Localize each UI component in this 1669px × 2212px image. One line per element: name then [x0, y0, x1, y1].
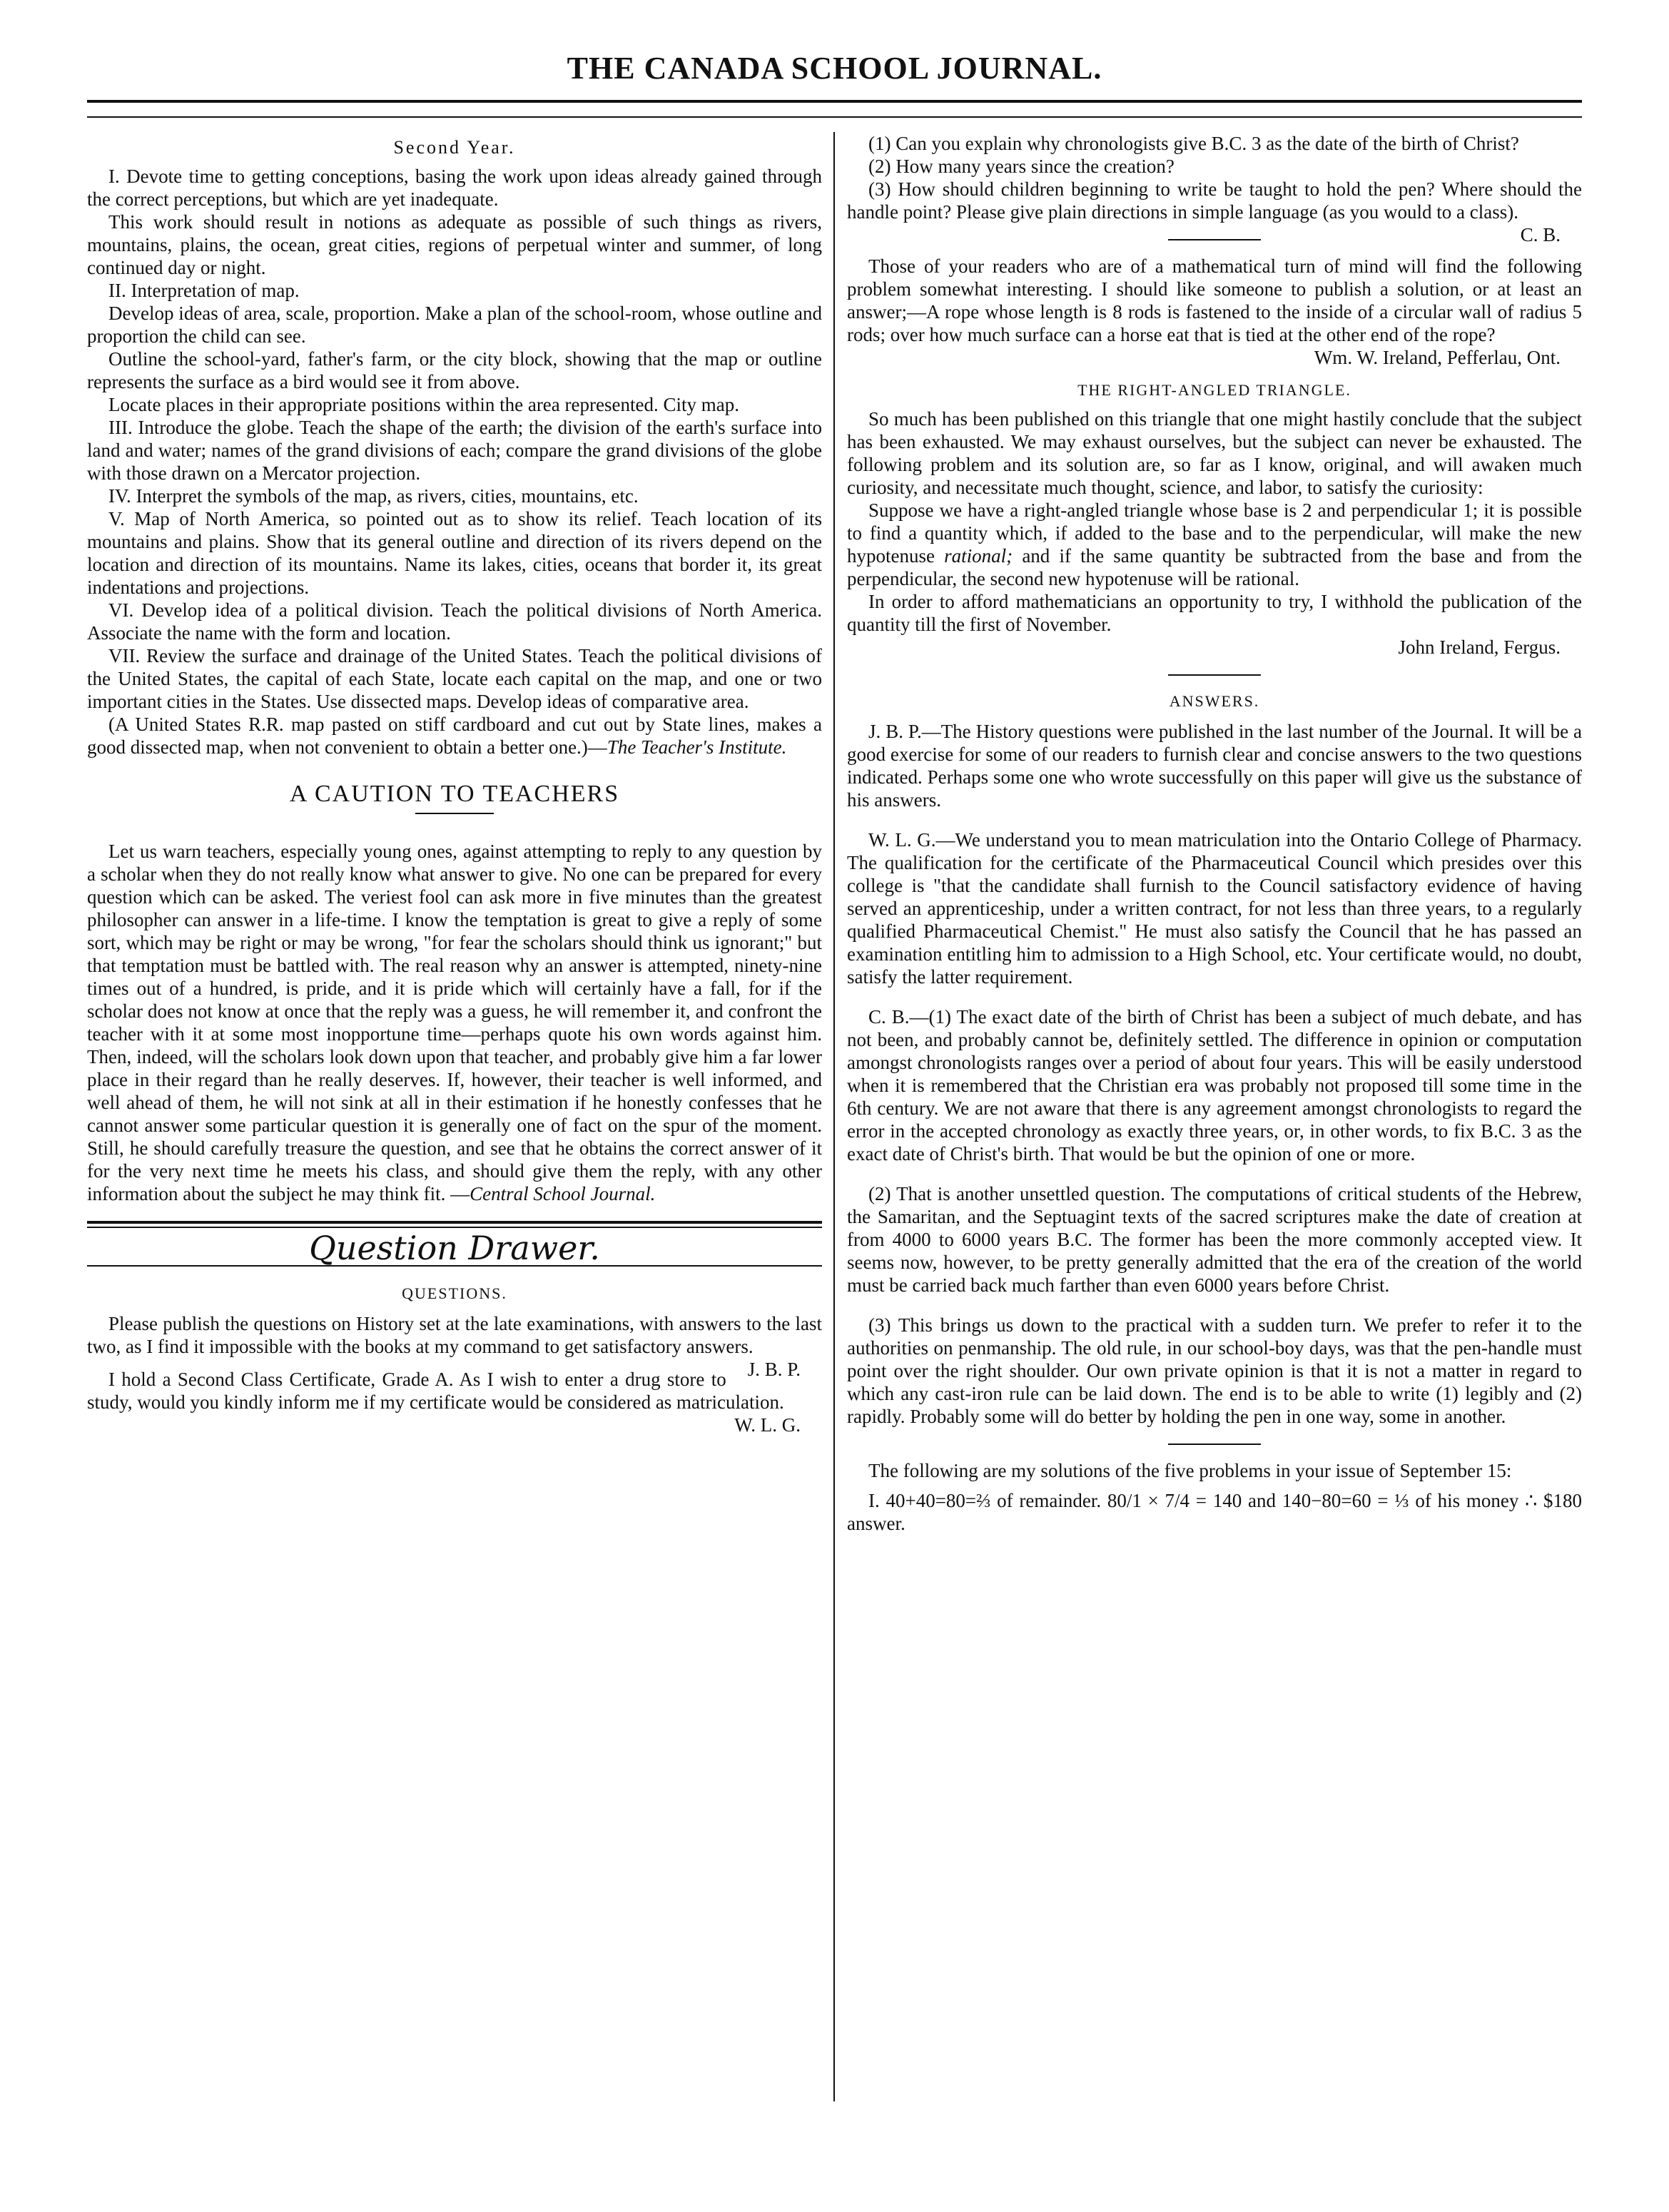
second-year-para-1: I. Devote time to getting conceptions, basing the work upon ideas already gained through the correct perceptions, but which are yet inadequate. — [87, 166, 822, 210]
cb-question-3-text: (3) How should children beginning to write be taught to hold the pen? Where should the handle point? Please give plain directions in simple language (as you would to a class). — [847, 178, 1582, 223]
triangle-rational: rational; — [944, 545, 1013, 567]
answer-cb-1: C. B.—(1) The exact date of the birth of Christ has been a subject of much debate, and has not been, and probably cannot be, definitely settled. The difference in opinion or computation amongst chronologists ranges over a period of about four years. This will be easily understood when it is remembered that the Christian era was probably not proposed till some time in the 6th century. We are not aware that there is any agreement amongst chronologists to regard the error in the accepted chronology as exactly three years, or, in other words, to fix B.C. 3 as the exact date of Christ's birth. That would be but the opinion of one or more. — [847, 1006, 1582, 1165]
note-text: (A United States R.R. map pasted on stiff cardboard and cut out by State lines, makes a good dissected map, when not convenient to obtain a better one.)— — [87, 714, 822, 758]
cb-sig: C. B. — [1520, 224, 1561, 245]
second-year-para-9: V. Map of North America, so pointed out as to show its relief. Teach location of its mountains and plains. Show that its general outline and direction of its rivers depend on the location and direction of its mountains. Name its lakes, cities, oceans that border it, its great indentations and projections. — [87, 508, 822, 598]
second-year-para-2: This work should result in notions as adequate as possible of such things as rivers, mountains, plains, the ocean, great cities, regions of perpetual winter and summer, of long continued day or night. — [87, 211, 822, 278]
separator-1 — [1168, 239, 1261, 240]
answer-cb-3: (3) This brings us down to the practical with a sudden turn. We prefer to refer it to the authorities on penmanship. The old rule, in our school-boy days, was that the pen-handle must point over the right shoulder. Our own private opinion is that it is not a matter in regard to which any cast-iron rule can be laid down. The end is to be able to write (1) legibly and (2) rapidly. Probably some will do better by holding the pen in one way, some in another. — [847, 1314, 1582, 1427]
header-rule — [87, 100, 1582, 103]
second-year-heading: Second Year. — [393, 137, 516, 158]
answers-heading: ANSWERS. — [1169, 692, 1260, 710]
drawer-rule-top-thin — [87, 1227, 822, 1228]
column-divider — [833, 132, 835, 2101]
triangle-para-2 — [847, 499, 1582, 590]
page-header: THE CANADA SCHOOL JOURNAL. — [567, 51, 1102, 86]
cb-question-3 — [847, 178, 1582, 245]
caution-text: Let us warn teachers, especially young ones, against attempting to reply to any question by a scholar when they do not really know what answer to give. No one can be prepared for every question which can be asked. The veriest fool can ask more in five minutes than the greatest philosopher can answer in a life-time. I know the temptation is great to give a reply of some sort, which may be right or may be wrong, "for fear the scholars should think us ignorant;" but that temptation must be battled with. The real reason why an answer is attempted, ninety-nine times out of a hundred, is pride, and it is pride which will certainly have a fall, for if the scholar does not know at once that the reply was a guess, he will remember it, and confront the teacher with it at some most inopportune time—perhaps quote his own words against him. Then, indeed, will the scholars look down upon that teacher, and probably give him a far lower place in their regard than he really deserves. If, however, their teacher is well informed, and well ahead of them, he will not sink at all in their estimation if he honestly confesses that he cannot answer some particular question it is generally one of fact on the spur of the moment. Still, he should carefully treasure the question, and see that he obtains the correct answer of it for the very next time he meets his class, and should give them the reply, with any other information about the subject he may think fit. — — [87, 841, 822, 1204]
question-wlg-sig: W. L. G. — [734, 1414, 801, 1436]
left-column — [87, 132, 822, 1436]
rope-problem: Those of your readers who are of a mathematical turn of mind will find the following problem somewhat interesting. I should like someone to publish a solution, or at least an answer;—A rope whose length is 8 rods is fastened to the inside of a circular wall of radius 5 rods; over how much surface can a horse eat that is tied at the other end of the rope? — [847, 255, 1582, 345]
separator-2 — [1168, 674, 1261, 676]
second-year-para-11: VII. Review the surface and drainage of the United States. Teach the political divisions of the United States, the capital of each State, locate each capital on the map, and one or two important cities in the States. Use dissected maps. Develop ideas of comparative area. — [87, 645, 822, 712]
answer-wlg: W. L. G.—We understand you to mean matriculation into the Ontario College of Pharmacy. The qualification for the certificate of the Pharmaceutical Council which presides over this college is "that the candidate shall furnish to the Council satisfactory evidence of having served an apprenticeship, under a written contract, for not less than three years, to a regularly qualified Pharmaceutical Chemist." He must also satisfy the Council that he has passed an examination entitling him to admission to a High School, etc. Your certificate would, no doubt, satisfy the latter requirement. — [847, 829, 1582, 988]
triangle-para-3: In order to afford mathematicians an opportunity to try, I withhold the publication of the quantity till the first of November. — [847, 591, 1582, 635]
second-year-para-3: II. Interpretation of map. — [108, 280, 300, 301]
rope-sig: Wm. W. Ireland, Pefferlau, Ont. — [1314, 347, 1561, 368]
caution-dash — [415, 813, 494, 814]
question-wlg — [87, 1368, 822, 1436]
question-wlg-text: I hold a Second Class Certificate, Grade A. As I wish to enter a drug store to study, would you kindly inform me if my certificate would be considered as matriculation. — [87, 1369, 784, 1413]
caution-title: A CAUTION TO TEACHERS — [289, 781, 620, 807]
second-year-para-10: VI. Develop idea of a political division. Teach the political divisions of North America. Associate the name with the form and location. — [87, 599, 822, 644]
solutions-intro: The following are my solutions of the five problems in your issue of September 15: — [868, 1460, 1512, 1481]
caution-body — [87, 840, 822, 1205]
second-year-note — [87, 713, 822, 759]
question-jbp-sig: J. B. P. — [747, 1359, 801, 1380]
question-jbp-text: Please publish the questions on History set at the late examinations, with answers to the last two, as I find it impossible with the books at my command to get satisfactory answers. — [87, 1313, 822, 1357]
drawer-rule-top — [87, 1221, 822, 1224]
triangle-sig: John Ireland, Fergus. — [1398, 636, 1561, 658]
second-year-para-4: Develop ideas of area, scale, proportion. Make a plan of the school-room, whose outline and proportion the child can see. — [87, 303, 822, 347]
second-year-para-6: Locate places in their appropriate positions within the area represented. City map. — [108, 394, 739, 415]
question-drawer-title: Question Drawer. — [309, 1229, 600, 1267]
question-jbp — [87, 1312, 822, 1380]
triangle-heading: THE RIGHT-ANGLED TRIANGLE. — [1077, 381, 1351, 399]
triangle-para-1: So much has been published on this triangle that one might hastily conclude that the subject has been exhausted. We may exhaust ourselves, but the subject can never be exhausted. The following problem and its solution are, so far as I know, original, and will awaken much curiosity, and necessitate much thought, science, and labor, to satisfy the curiosity: — [847, 408, 1582, 498]
triangle-para-2a: Suppose we have a right-angled triangle whose base is 2 and perpendicular 1; it is possible to find a quantity which, if added to the base and to the perpendicular, will make the new hypotenuse — [847, 499, 1582, 567]
right-column — [847, 132, 1582, 1535]
second-year-para-8: IV. Interpret the symbols of the map, as rivers, cities, mountains, etc. — [108, 485, 639, 507]
separator-3 — [1168, 1444, 1261, 1445]
answer-jbp: J. B. P.—The History questions were published in the last number of the Journal. It will be a good exercise for some of our readers to furnish clear and concise answers to the two questions indicated. Perhaps some one who wrote successfully on this paper will give us the substance of his answers. — [847, 721, 1582, 811]
header-rule-thin — [87, 116, 1582, 118]
answer-cb-2: (2) That is another unsettled question. The computations of critical students of the Hebrew, the Samaritan, and the Septuagint texts of the sacred scriptures make the date of creation at from 4000 to 6000 years B.C. The former has been the more commonly accepted view. It seems now, however, to be pretty generally admitted that the era of the creation of the world must be carried back much farther than even 6000 years before Christ. — [847, 1183, 1582, 1296]
note-source: The Teacher's Institute. — [607, 736, 787, 758]
second-year-para-5: Outline the school-yard, father's farm, or the city block, showing that the map or outline represents the surface as a bird would see it from above. — [87, 348, 822, 392]
cb-question-2: (2) How many years since the creation? — [868, 156, 1175, 177]
questions-heading: QUESTIONS. — [402, 1284, 507, 1302]
solution-1: I. 40+40=80=⅔ of remainder. 80/1 × 7/4 = 140 and 140−80=60 = ⅓ of his money ∴ $180 answer. — [847, 1490, 1582, 1534]
cb-question-1: (1) Can you explain why chronologists give B.C. 3 as the date of the birth of Christ? — [868, 133, 1519, 154]
triangle-para-2b: and if the same quantity be subtracted from the base and from the perpendicular, the second new hypotenuse will be rational. — [847, 545, 1582, 589]
caution-source: Central School Journal. — [470, 1183, 656, 1204]
second-year-para-7: III. Introduce the globe. Teach the shape of the earth; the division of the earth's surface into land and water; names of the grand divisions of each; compare the grand divisions of the globe with those drawn on a Mercator projection. — [87, 417, 822, 484]
